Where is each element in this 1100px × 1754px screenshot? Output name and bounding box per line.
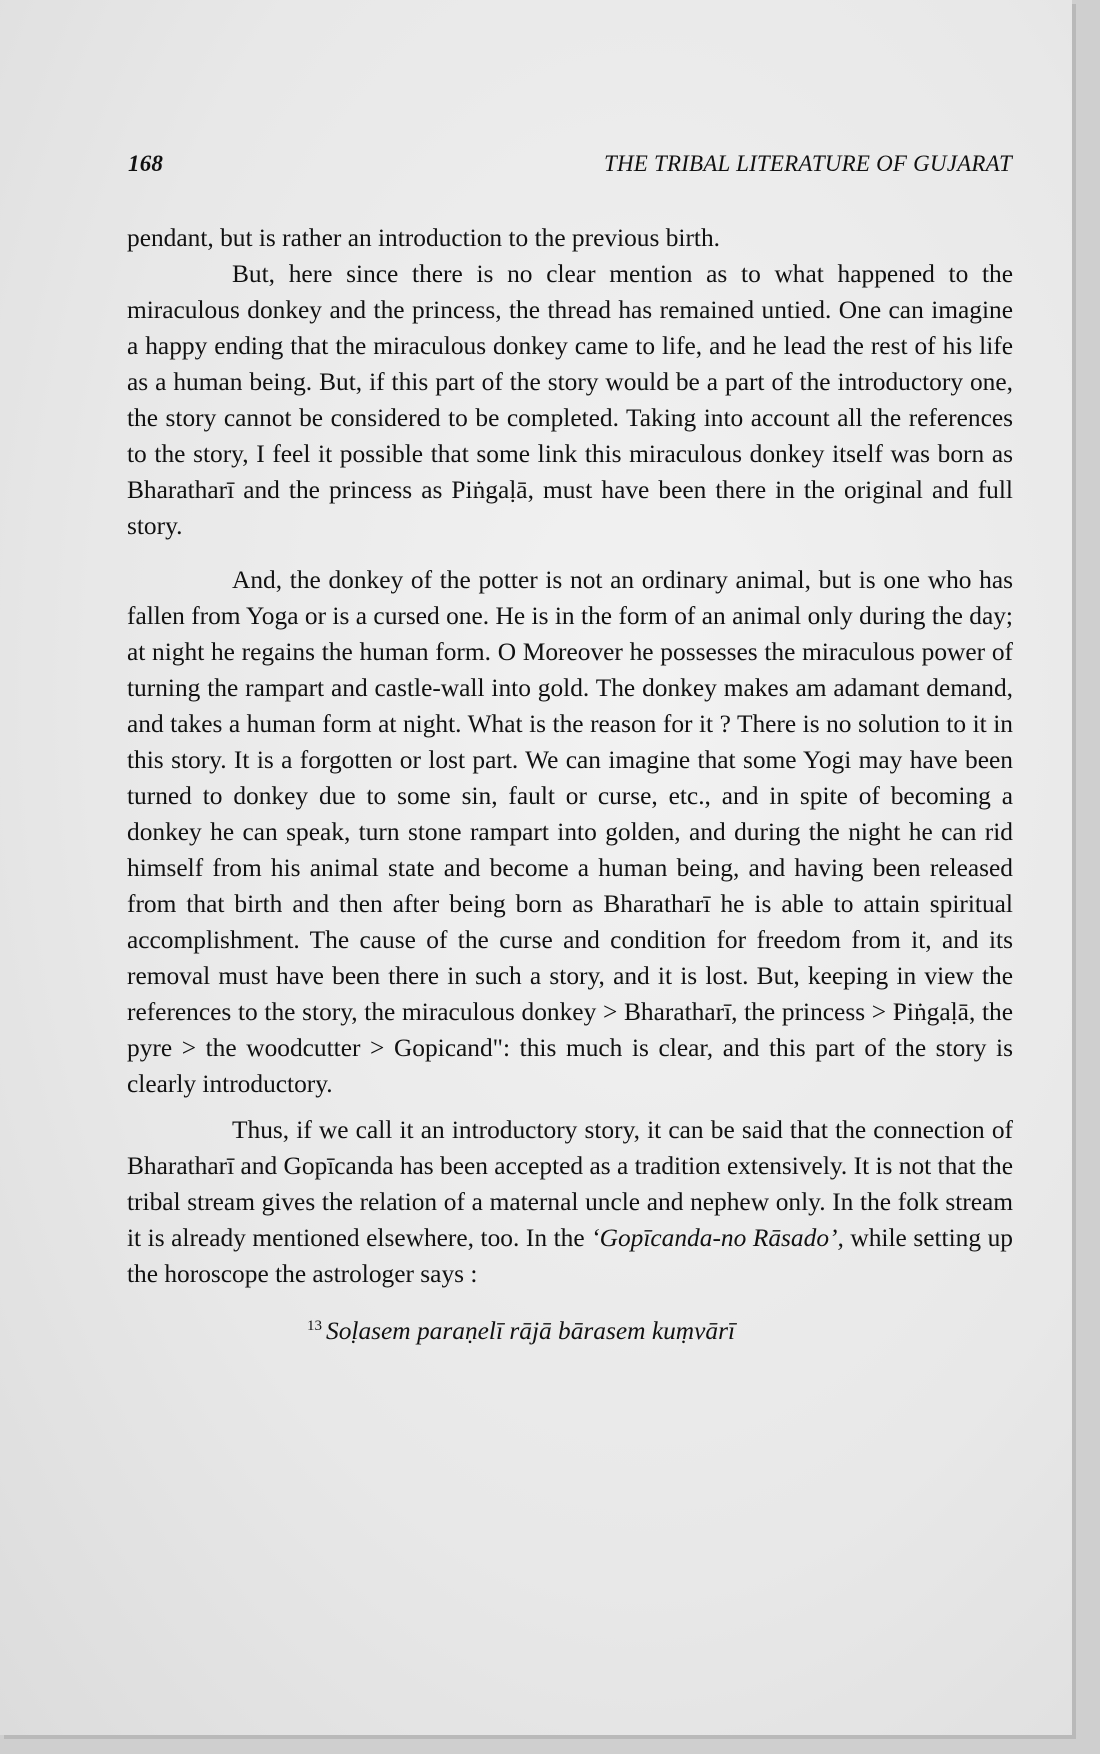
paragraph: And, the donkey of the potter is not an ordinary animal, but is one who has fallen from Yoga or is a cursed one. He is in the form of an animal only during the day; at night he regains the human form. O Moreover he possesses the miraculous power of turning the rampart and castle-wall into gold. The donkey makes am adamant demand, and takes a human form at night. What is the reason for it ? There is no solution to it in this story. It is a forgotten or lost part. We can imagine that some Yogi may have been turned to donkey due to some sin, fault or curse, etc., and in spite of becoming a donkey he can speak, turn stone rampart into golden, and during the night he can rid himself from his animal state and become a human being, and having been released from that birth and then after being born as Bharatharī he is able to attain spiritual accomplishment. The cause of the curse and condition for freedom from it, and its removal must have been there in such a story, and it is lost. But, keeping in view the references to the story, the miraculous donkey > Bharatharī, the princess > Piṅgaḷā, the pyre > the woodcutter > Gopicand": this much is clear, and this part of the story is clearly introductory. <box>127 566 1013 1098</box>
body-text <box>127 220 1013 1349</box>
paragraph-text: while setting up the horoscope the astrologer says : <box>127 1224 1013 1288</box>
verse-text: Soḷasem paraṇelī rājā bārasem kuṃvārī <box>326 1317 736 1345</box>
work-title: ‘Gopīcanda-no Rāsado’, <box>591 1224 844 1252</box>
verse-line <box>127 1308 1013 1349</box>
paragraph: But, here since there is no clear mention as to what happened to the miraculous donkey and the princess, the thread has remained untied. One can imagine a happy ending that the miraculous donkey came to life, and he lead the rest of his life as a human being. But, if this part of the story would be a part of the introductory one, the story cannot be considered to be completed. Taking into account all the references to the story, I feel it possible that some link this miraculous donkey itself was born as Bharatharī and the princess as Piṅgaḷā, must have been there in the original and full story. <box>127 260 1013 540</box>
paragraph <box>127 1112 1013 1292</box>
paragraph-text: Thus, if we call it an introductory story, it can be said that the connection of Bharatharī and Gopīcanda has been accepted as a tradition extensively. It is not that the tribal stream gives the relation of a maternal uncle and nephew only. In the folk stream it is already mentioned elsewhere, too. In the <box>127 1116 1013 1252</box>
page-header <box>128 151 1012 187</box>
footnote-marker: 13 <box>307 1318 322 1334</box>
page-number: 168 <box>128 151 164 176</box>
paragraph-continuation: pendant, but is rather an introduction to the previous birth. <box>127 224 721 252</box>
running-head: THE TRIBAL LITERATURE OF GUJARAT <box>603 151 1012 176</box>
